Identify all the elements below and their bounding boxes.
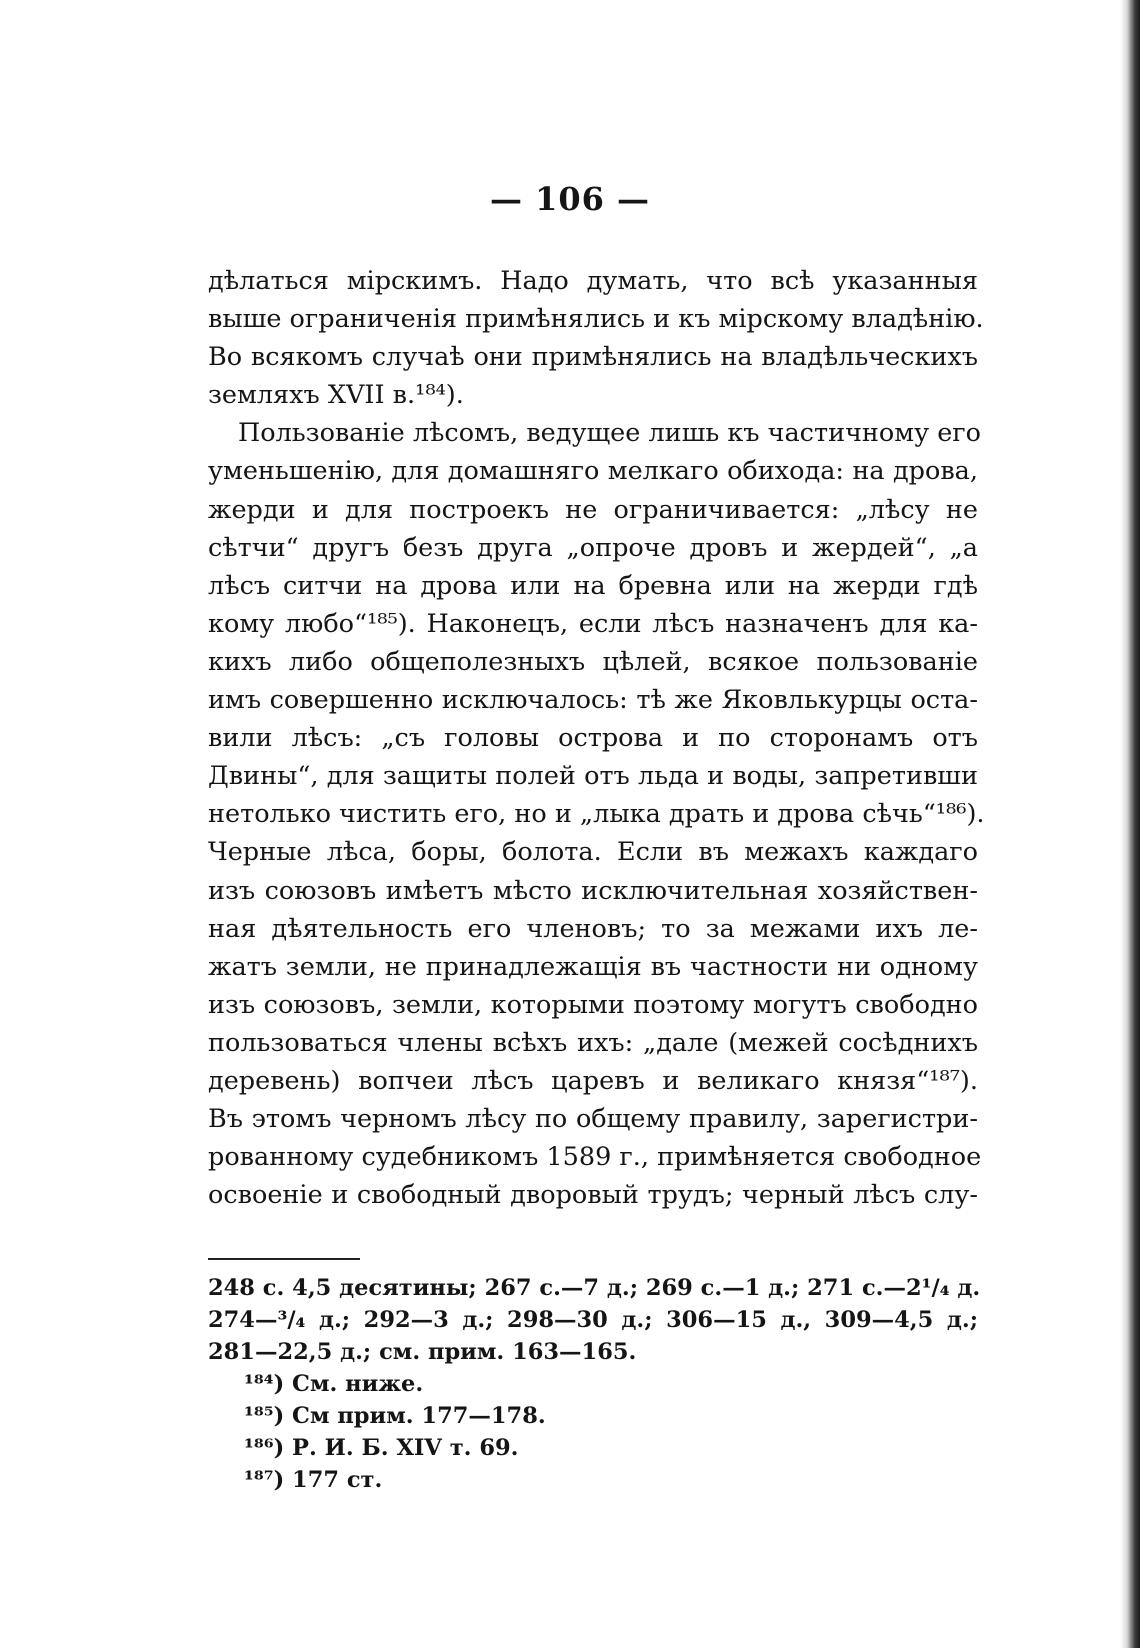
text-line: жерди и для построекъ не ограничивается: „лѣсу не — [208, 494, 978, 525]
text-line: земляхъ XVII в.¹⁸⁴). — [208, 380, 464, 411]
footnote-184: ¹⁸⁴) См. ниже. — [244, 1371, 424, 1397]
body-text — [208, 262, 985, 1214]
text-line: ная дѣятельность его членовъ; то за межами ихъ ле- — [208, 913, 978, 944]
page-number: — 106 — — [489, 180, 651, 218]
text-line: жатъ земли, не принадлежащія въ частности ни одному — [208, 951, 978, 982]
text-line: пользоваться члены всѣхъ ихъ: „дале (межей сосѣднихъ — [208, 1027, 978, 1058]
text-line: дѣлаться мірскимъ. Надо думать, что всѣ указанныя — [208, 266, 978, 296]
text-line: деревень) вопчеи лѣсъ царевъ и великаго князя“¹⁸⁷). — [208, 1065, 978, 1096]
text-line: кому любо“¹⁸⁵). Наконецъ, если лѣсъ назначенъ для ка- — [208, 608, 978, 639]
text-line: Пользованіе лѣсомъ, ведущее лишь къ частичному его — [238, 418, 982, 449]
text-line: имъ совершенно исключалось: тѣ же Яковлькурцы оста- — [208, 685, 978, 716]
text-line: Черные лѣса, боры, болота. Если въ межахъ каждаго — [208, 837, 978, 868]
footnote-185: ¹⁸⁵) См прим. 177—178. — [244, 1403, 546, 1429]
text-line: выше ограниченія примѣнялись и къ мірскому владѣнію. — [208, 304, 984, 335]
footnote-divider — [208, 1258, 360, 1260]
text-line: Двины“, для защиты полей отъ льда и воды, запретивши — [208, 761, 978, 792]
text-line: лѣсъ ситчи на дрова или на бревна или на жерди гдѣ — [208, 570, 978, 601]
text-line: кихъ либо общеполезныхъ цѣлей, всякое пользованіе — [208, 646, 978, 677]
footnote-line: 248 с. 4,5 десятины; 267 с.—7 д.; 269 с.—1 д.; 271 с.—2¹/₄ д. — [208, 1275, 981, 1301]
footnote-187: ¹⁸⁷) 177 ст. — [244, 1467, 383, 1493]
text-line: сѣтчи“ другъ безъ друга „опроче дровъ и жердей“, „а — [208, 532, 978, 563]
text-line: освоеніе и свободный дворовый трудъ; черный лѣсъ слу- — [208, 1180, 978, 1211]
page-edge-shadow — [1120, 0, 1140, 1648]
text-line: изъ союзовъ имѣетъ мѣсто исключительная хозяйствен- — [208, 875, 978, 906]
footnote-186: ¹⁸⁶) Р. И. Б. XIV т. 69. — [244, 1435, 519, 1461]
text-line: нетолько чистить его, но и „лыка драть и дрова сѣчь“¹⁸⁶). — [208, 799, 985, 830]
text-line: изъ союзовъ, земли, которыми поэтому могутъ свободно — [208, 989, 978, 1020]
footnote-line: 274—³/₄ д.; 292—3 д.; 298—30 д.; 306—15 д., 309—4,5 д.; — [208, 1307, 978, 1333]
text-line: уменьшенію, для домашняго мелкаго обихода: на дрова, — [208, 456, 978, 487]
text-line: рованному судебникомъ 1589 г., примѣняется свободное — [208, 1142, 982, 1173]
text-line: вили лѣсъ: „съ головы острова и по сторонамъ отъ — [208, 723, 978, 754]
text-line: Въ этомъ черномъ лѣсу по общему правилу, зарегистри- — [208, 1104, 978, 1135]
footnote-line: 281—22,5 д.; см. прим. 163—165. — [208, 1339, 637, 1365]
text-line: Во всякомъ случаѣ они примѣнялись на владѣльческихъ — [208, 342, 978, 373]
footnotes — [208, 1272, 981, 1496]
